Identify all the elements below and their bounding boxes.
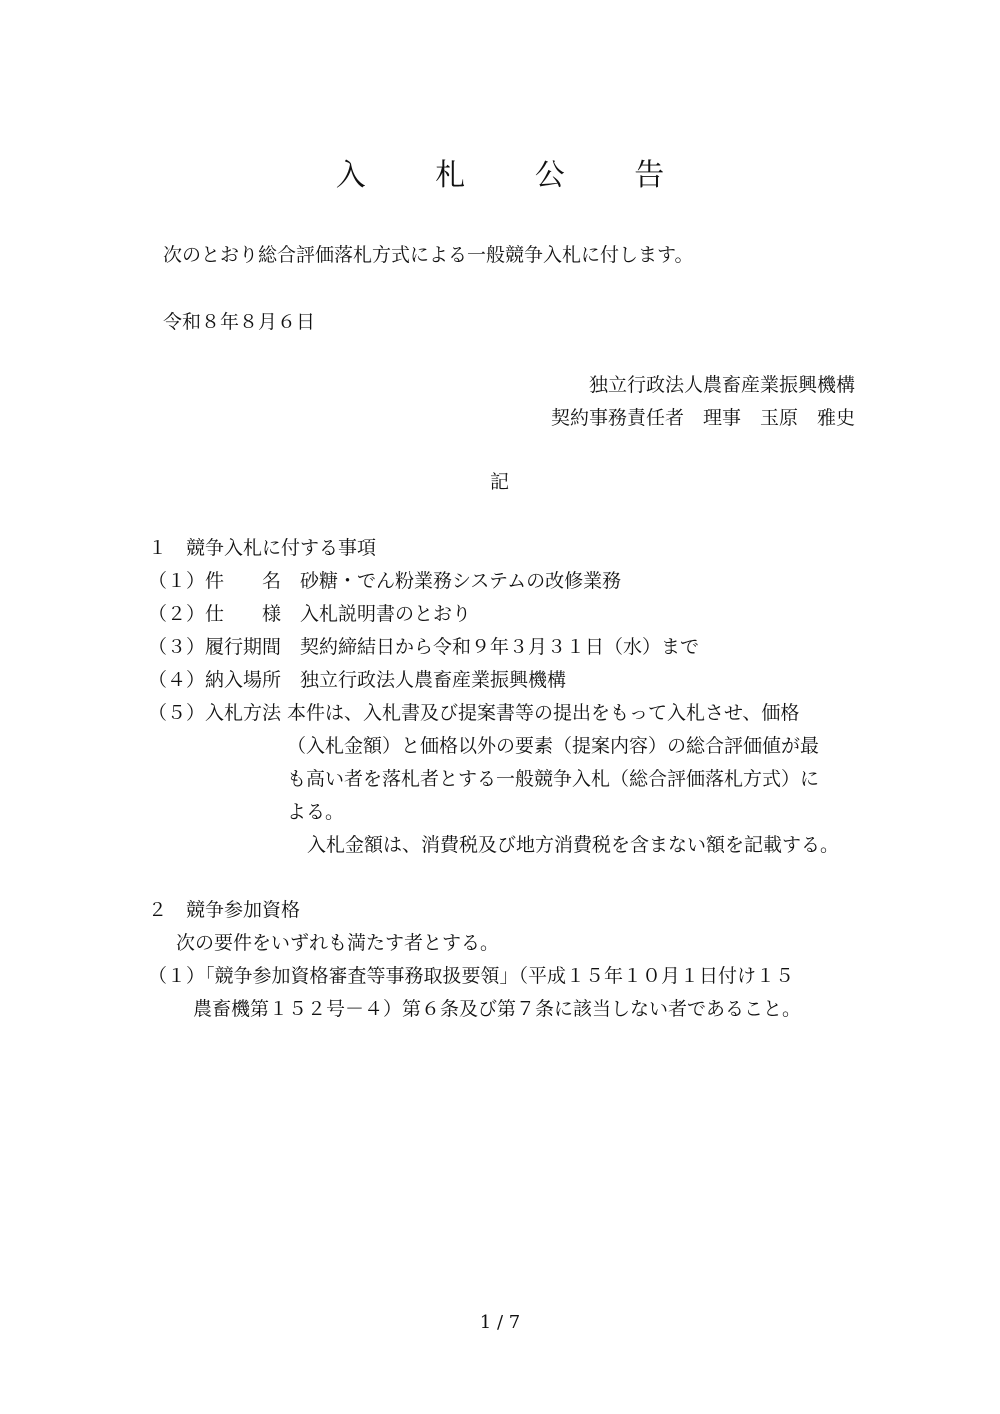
section1-item5-label: （５）入札方法 <box>148 702 282 724</box>
intro-text: 次のとおり総合評価落札方式による一般競争入札に付します。 <box>163 244 694 266</box>
page-number: 1 / 7 <box>479 1312 521 1333</box>
section1-item5-line2: （入札金額）と価格以外の要素（提案内容）の総合評価値が最 <box>287 735 820 757</box>
section1-heading: １ 競争入札に付する事項 <box>148 537 377 559</box>
section1-item5-line1: 本件は、入札書及び提案書等の提出をもって入札させ、価格 <box>287 702 800 724</box>
page-title: 入 札 公 告 <box>335 158 695 193</box>
section1-item5-line5: 入札金額は、消費税及び地方消費税を含まない額を記載する。 <box>307 834 840 856</box>
section2-item1-line1: （１）「競争参加資格審査等事務取扱要領」（平成１５年１０月１日付け１５ <box>148 965 795 987</box>
section1-item2: （２）仕 様 入札説明書のとおり <box>148 603 472 625</box>
notice-date: 令和８年８月６日 <box>163 311 316 333</box>
section2-heading: ２ 競争参加資格 <box>148 899 301 921</box>
section2-item1-line2: 農畜機第１５２号－４）第６条及び第７条に該当しない者であること。 <box>193 998 802 1020</box>
ki-mark: 記 <box>490 471 510 493</box>
section1-item1: （１）件 名 砂糖・でん粉業務システムの改修業務 <box>148 570 622 592</box>
section1-item5-line3: も高い者を落札者とする一般競争入札（総合評価落札方式）に <box>287 768 820 790</box>
section2-intro: 次の要件をいずれも満たす者とする。 <box>176 932 500 954</box>
issuer-org: 独立行政法人農畜産業振興機構 <box>588 374 855 396</box>
section1-item3: （３）履行期間 契約締結日から令和９年３月３１日（水）まで <box>148 636 700 658</box>
issuer-person: 契約事務責任者 理事 玉原 雅史 <box>550 407 855 429</box>
section1-item5-line4: よる。 <box>287 801 345 823</box>
section1-item4: （４）納入場所 独立行政法人農畜産業振興機構 <box>148 669 567 691</box>
